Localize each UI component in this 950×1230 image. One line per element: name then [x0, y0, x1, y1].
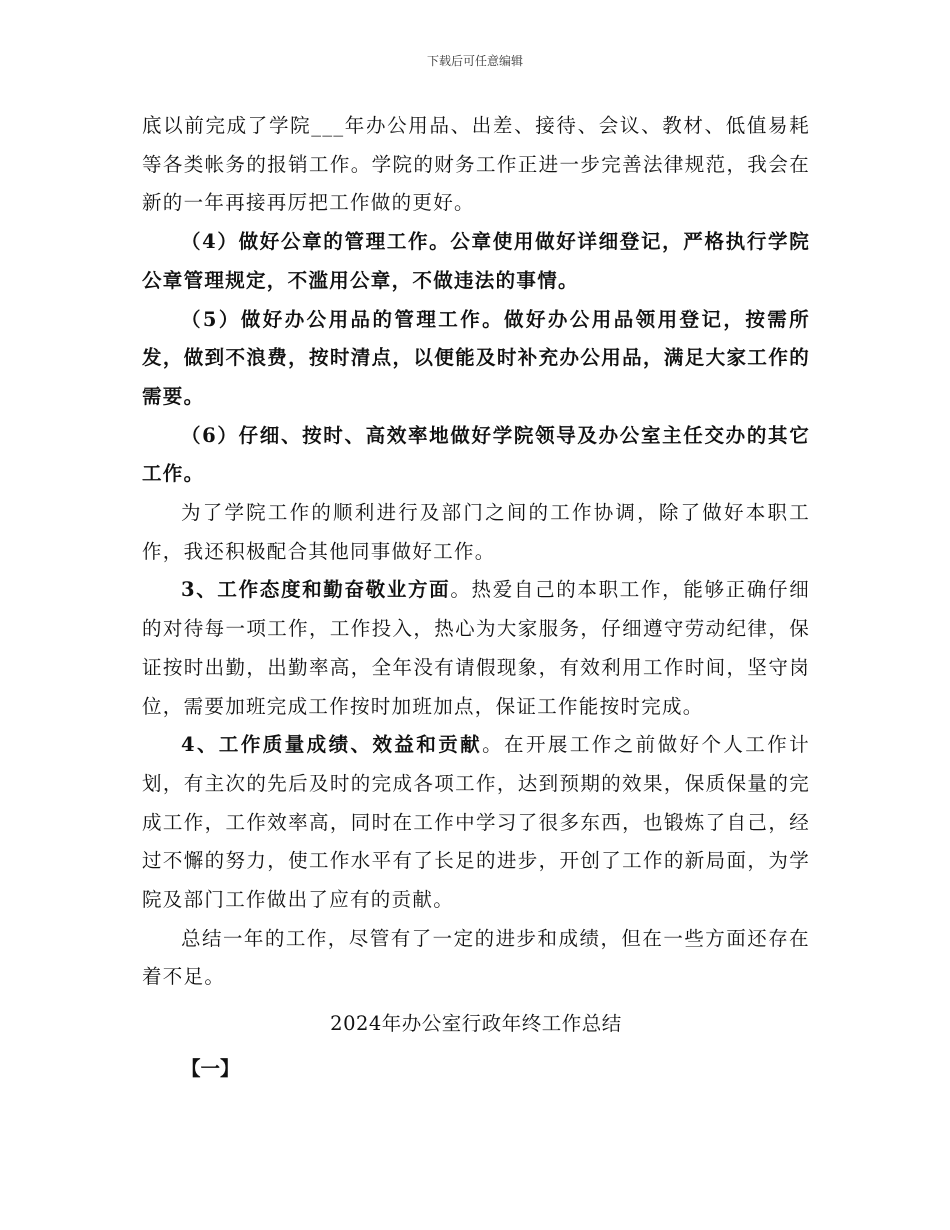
section-subheading: 【一】 — [181, 1056, 240, 1080]
work-attitude-heading: 3、工作态度和勤奋敬业方面 — [181, 578, 451, 602]
work-attitude-text: 。热爱自己的本职工作，能够正确仔细的对待每一项工作，工作投入，热心为大家服务，仔细遵守劳动纪律，保证按时出勤，出勤率高，全年没有请假现象，有效利用工作时间，坚守岗位，需要加班完成工作按时加班加点，保证工作能按时完成。 — [142, 578, 811, 718]
work-quality-text: 。在开展工作之前做好个人工作计划，有主次的先后及时的完成各项工作，达到预期的效果，保质保量的完成工作，工作效率高，同时在工作中学习了很多东西，也锻炼了自己，经过不懈的努力，使工作水平有了长足的进步，开创了工作的新局面，为学院及部门工作做出了应有的贡献。 — [142, 733, 810, 912]
paragraph-reimbursement: 底以前完成了学院___年办公用品、出差、接待、会议、教材、低值易耗等各类帐务的报销工作。学院的财务工作正进一步完善法律规范，我会在新的一年再接再厉把工作做的更好。 — [142, 114, 810, 215]
work-quality-heading: 4、工作质量成绩、效益和贡献 — [181, 733, 483, 757]
paragraph-work-attitude — [142, 571, 810, 726]
paragraph-summary: 总结一年的工作，尽管有了一定的进步和成绩，但在一些方面还存在着不足。 — [142, 926, 810, 989]
paragraph-work-quality — [142, 726, 810, 920]
paragraph-cooperation: 为了学院工作的顺利进行及部门之间的工作协调，除了做好本职工作，我还积极配合其他同事做好工作。 — [142, 501, 810, 563]
paragraph-other-tasks: （6）仔细、按时、高效率地做好学院领导及办公室主任交办的其它工作。 — [142, 423, 810, 486]
paragraph-office-supplies: （5）做好办公用品的管理工作。做好办公用品领用登记，按需所发，做到不浪费，按时清点，以便能及时补充办公用品，满足大家工作的需要。 — [142, 307, 810, 408]
page-header-note: 下载后可任意编辑 — [426, 54, 523, 68]
document-body — [142, 107, 810, 1089]
section-title: 2024年办公室行政年终工作总结 — [330, 1012, 622, 1036]
paragraph-seal-management: （4）做好公章的管理工作。公章使用做好详细登记，严格执行学院公章管理规定，不滥用公章，不做违法的事情。 — [142, 230, 810, 292]
